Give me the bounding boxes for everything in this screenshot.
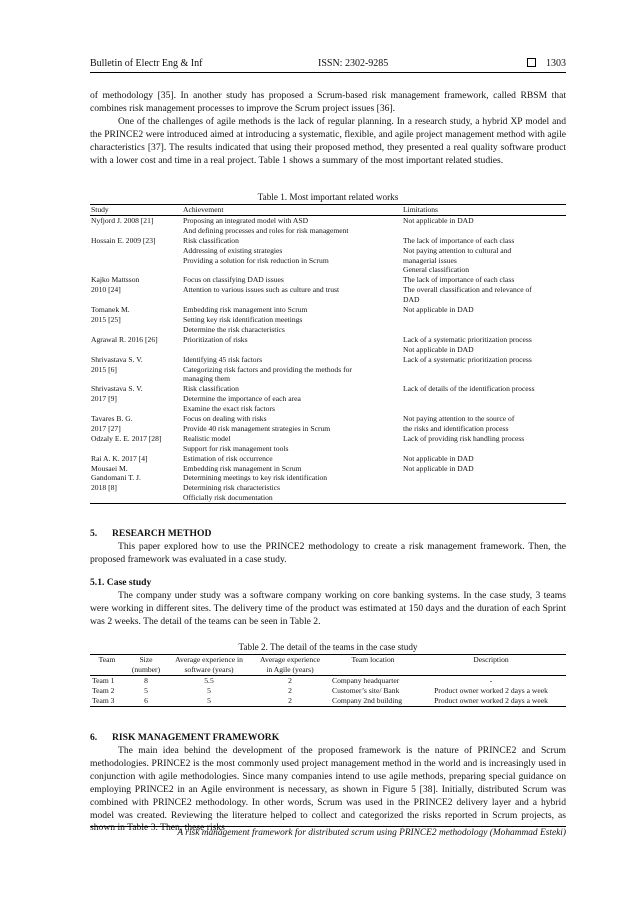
journal-name: Bulletin of Electr Eng & Inf xyxy=(90,58,203,69)
table1-cell-limitations: Not applicable in DAD xyxy=(402,464,566,504)
table1-cell-achievement: Embedding risk management into Scrum Setting key risk identification meetings Determine the risk characteristics xyxy=(183,305,308,334)
section5-title: RESEARCH METHOD xyxy=(112,528,212,539)
section6-title: RISK MANAGEMENT FRAMEWORK xyxy=(112,732,280,743)
table1-row xyxy=(90,434,566,454)
table1-row xyxy=(90,335,566,355)
table1-row xyxy=(90,305,566,335)
table1-cell-limitations: The lack of importance of each class The overall classification and relevance of DAD xyxy=(403,275,532,305)
section6-text xyxy=(90,745,566,835)
table1-cell-study: Kajko Mattsson 2010 [24] xyxy=(91,275,140,295)
table2 xyxy=(90,654,566,707)
table1-cell-limitations: Not applicable in DAD xyxy=(403,215,474,225)
intro-text xyxy=(90,90,566,167)
table1-cell-achievement: Proposing an integrated model with ASD And defining processes and roles for risk management xyxy=(183,215,349,235)
table1-cell-limitations: Lack of providing risk handling process xyxy=(403,433,525,443)
table2-cell-location: Company 2nd building xyxy=(330,696,416,706)
section6-number: 6. xyxy=(90,732,98,743)
table1-row xyxy=(90,454,566,464)
table2-cell-exp-agile: 2 xyxy=(288,685,292,695)
table2-cell-exp-agile: 2 xyxy=(288,675,292,685)
table1-cell-achievement: Identifying 45 risk factors Categorizing risk factors and providing the methods for managing them xyxy=(183,354,352,384)
table1 xyxy=(90,204,566,504)
footer-rule xyxy=(90,826,566,827)
table1-cell-study: Nyfjord J. 2008 [21] xyxy=(91,215,154,225)
table1-header-row xyxy=(90,205,566,216)
table1-caption: Table 1. Most important related works xyxy=(257,192,399,202)
table2-header-exp-software: Average experience in software (years) xyxy=(168,655,250,676)
table2-cell-exp-software: 5.5 xyxy=(204,675,214,685)
table1-cell-limitations: Not paying attention to the source of the risks and identification process xyxy=(403,414,515,433)
table1-cell-limitations: Lack of a systematic prioritization process Not applicable in DAD xyxy=(403,334,532,354)
table1-cell-study: Shrivastava S. V. 2015 [6] xyxy=(91,354,143,374)
table1-cell-limitations: The lack of importance of each class Not paying attention to cultural and managerial issues General classification xyxy=(403,235,515,275)
section51-paragraph: The company under study was a software company working on core banking systems. In the case study, 3 teams were working in different sites. The delivery time of the product was estimated at 150 days and the duration of each Sprint was 2 weeks. The detail of the teams can be seen in Table 2. xyxy=(90,590,566,627)
table2-cell-location: Customer’s site/ Bank xyxy=(332,685,400,695)
intro-paragraph-2: One of the challenges of agile methods is the lack of regular planning. In a research study, a hybrid XP model and the PRINCE2 were introduced aimed at introducing a systematic, flexible, and agile project management method with agile characteristics [37]. The results indicated that using their proposed method, they presented a real quality software product with a lower cost and time in a real project. Table 1 shows a summary of the most important related studies. xyxy=(90,115,566,166)
table2-cell-description: - xyxy=(489,675,493,685)
running-header xyxy=(90,58,566,72)
table2-cell-size: 6 xyxy=(124,696,168,706)
table2-row xyxy=(90,675,566,685)
table2-header-size: Size (number) xyxy=(124,655,168,676)
table2-header-exp-agile: Average experience in Agile (years) xyxy=(250,655,330,676)
table1-cell-achievement: Prioritization of risks xyxy=(183,334,248,344)
section5-paragraph: This paper explored how to use the PRINCE2 methodology to create a risk management framework. Then, the proposed framework was evaluated in a case study. xyxy=(90,541,566,565)
running-footer: A risk management framework for distributed scrum using PRINCE2 methodology (Mohammad Esteki) xyxy=(177,828,566,838)
table1-cell-limitations: Not applicable in DAD xyxy=(403,453,474,463)
table1-cell-achievement: Estimation of risk occurrence xyxy=(183,453,273,463)
table2-row xyxy=(90,696,566,706)
table2-header-location: Team location xyxy=(330,655,416,676)
table1-header-achievement: Achievement xyxy=(182,205,402,216)
table1-cell-study: Tavares B. G. 2017 [27] xyxy=(91,414,133,433)
table2-row xyxy=(90,686,566,696)
table2-cell-team: Team 1 xyxy=(92,675,115,685)
section51-text xyxy=(90,590,566,629)
header-rule xyxy=(90,72,566,73)
table1-cell-study: Tomanek M. 2015 [25] xyxy=(91,305,130,324)
table1-cell-study: Odzaly E. E. 2017 [28] xyxy=(91,433,162,443)
table2-cell-team: Team 3 xyxy=(90,696,124,706)
table1-body xyxy=(90,215,566,503)
table1-cell-study: Rai A. K. 2017 [4] xyxy=(91,453,148,463)
intro-paragraph-1: of methodology [35]. In another study has proposed a Scrum-based risk management framework, called RBSM that combines risk management processes to improve the Scrum project issues [36]. xyxy=(90,90,566,114)
table1-row xyxy=(90,236,566,276)
page-number-wrap xyxy=(527,58,566,69)
table2-cell-description: Product owner worked 2 days a week xyxy=(434,685,548,695)
table2-cell-team: Team 2 xyxy=(92,685,115,695)
table1-cell-achievement: Risk classification Addressing of existing strategies Providing a solution for risk reduction in Scrum xyxy=(183,235,329,265)
table1-cell-achievement: Focus on classifying DAD issues Attention to various issues such as culture and trust xyxy=(183,275,340,295)
table2-caption: Table 2. The detail of the teams in the case study xyxy=(238,642,418,652)
table1-row xyxy=(90,275,566,305)
table2-header-row xyxy=(90,655,566,676)
table1-row xyxy=(90,215,566,235)
table1-cell-achievement: Focus on dealing with risks Provide 40 risk management strategies in Scrum xyxy=(183,414,331,433)
table2-cell-exp-software: 5 xyxy=(168,696,250,706)
table1-cell-study: Mousaei M. Gandomani T. J. 2018 [8] xyxy=(90,464,182,504)
table2-cell-size: 8 xyxy=(144,675,148,685)
section5-text xyxy=(90,541,566,567)
table1-header-study: Study xyxy=(90,205,182,216)
table2-cell-size: 5 xyxy=(144,685,148,695)
issn: ISSN: 2302-9285 xyxy=(318,58,389,69)
section51-heading: 5.1. Case study xyxy=(90,577,152,588)
table1-row xyxy=(90,464,566,504)
table1-row xyxy=(90,414,566,434)
table1-cell-study: Agrawal R. 2016 [26] xyxy=(91,334,158,344)
table1-cell-achievement: Risk classification Determine the importance of each area Examine the exact risk factors xyxy=(183,384,301,414)
table1-row xyxy=(90,384,566,414)
table2-cell-exp-software: 5 xyxy=(207,685,211,695)
table1-cell-limitations: Lack of details of the identification process xyxy=(403,384,535,394)
section6-heading xyxy=(90,732,279,743)
table1-cell-limitations: Not applicable in DAD xyxy=(403,305,474,315)
table1-cell-achievement: Embedding risk management in Scrum Determining meetings to key risk identification Determining risk characteristics Officially risk documentation xyxy=(182,464,402,504)
table1-cell-limitations: Lack of a systematic prioritization process xyxy=(403,354,532,364)
table2-cell-location: Company headquarter xyxy=(332,675,400,685)
square-icon xyxy=(527,58,536,67)
section5-number: 5. xyxy=(90,528,98,539)
table2-body xyxy=(90,675,566,706)
table1-cell-study: Shrivastava S. V. 2017 [9] xyxy=(91,384,143,404)
page-number: 1303 xyxy=(546,58,566,69)
table1-cell-study: Hossain E. 2009 [23] xyxy=(91,235,156,245)
table2-cell-exp-agile: 2 xyxy=(250,696,330,706)
table2-header-team: Team xyxy=(90,655,124,676)
table2-header-description: Description xyxy=(416,655,566,676)
table1-row xyxy=(90,355,566,385)
section5-heading xyxy=(90,528,211,539)
section6-paragraph: The main idea behind the development of the proposed framework is the nature of PRINCE2 and Scrum methodologies. PRINCE2 is the most commonly used project management method in the world and is increasingly used in conjunction with agile methodologies. Since many companies intend to use agile methods, preparing special guidance on employing PRINCE2 in an Agile environment is necessary, as shown in Figure 5 [38]. Initially, distributed Scrum was combined with PRINCE2 methodology. In other words, Scrum was used in the PRINCE2 delivery layer and a hybrid model was created. Reviewing the literature helped to collect and categorized the risks reported in Scrum projects, as shown in Table 3. Then, these risks xyxy=(90,745,566,834)
table1-cell-achievement: Realistic model Support for risk management tools xyxy=(183,433,289,453)
table1-header-limitations: Limitations xyxy=(402,205,566,216)
table2-cell-description: Product owner worked 2 days a week xyxy=(416,696,566,706)
